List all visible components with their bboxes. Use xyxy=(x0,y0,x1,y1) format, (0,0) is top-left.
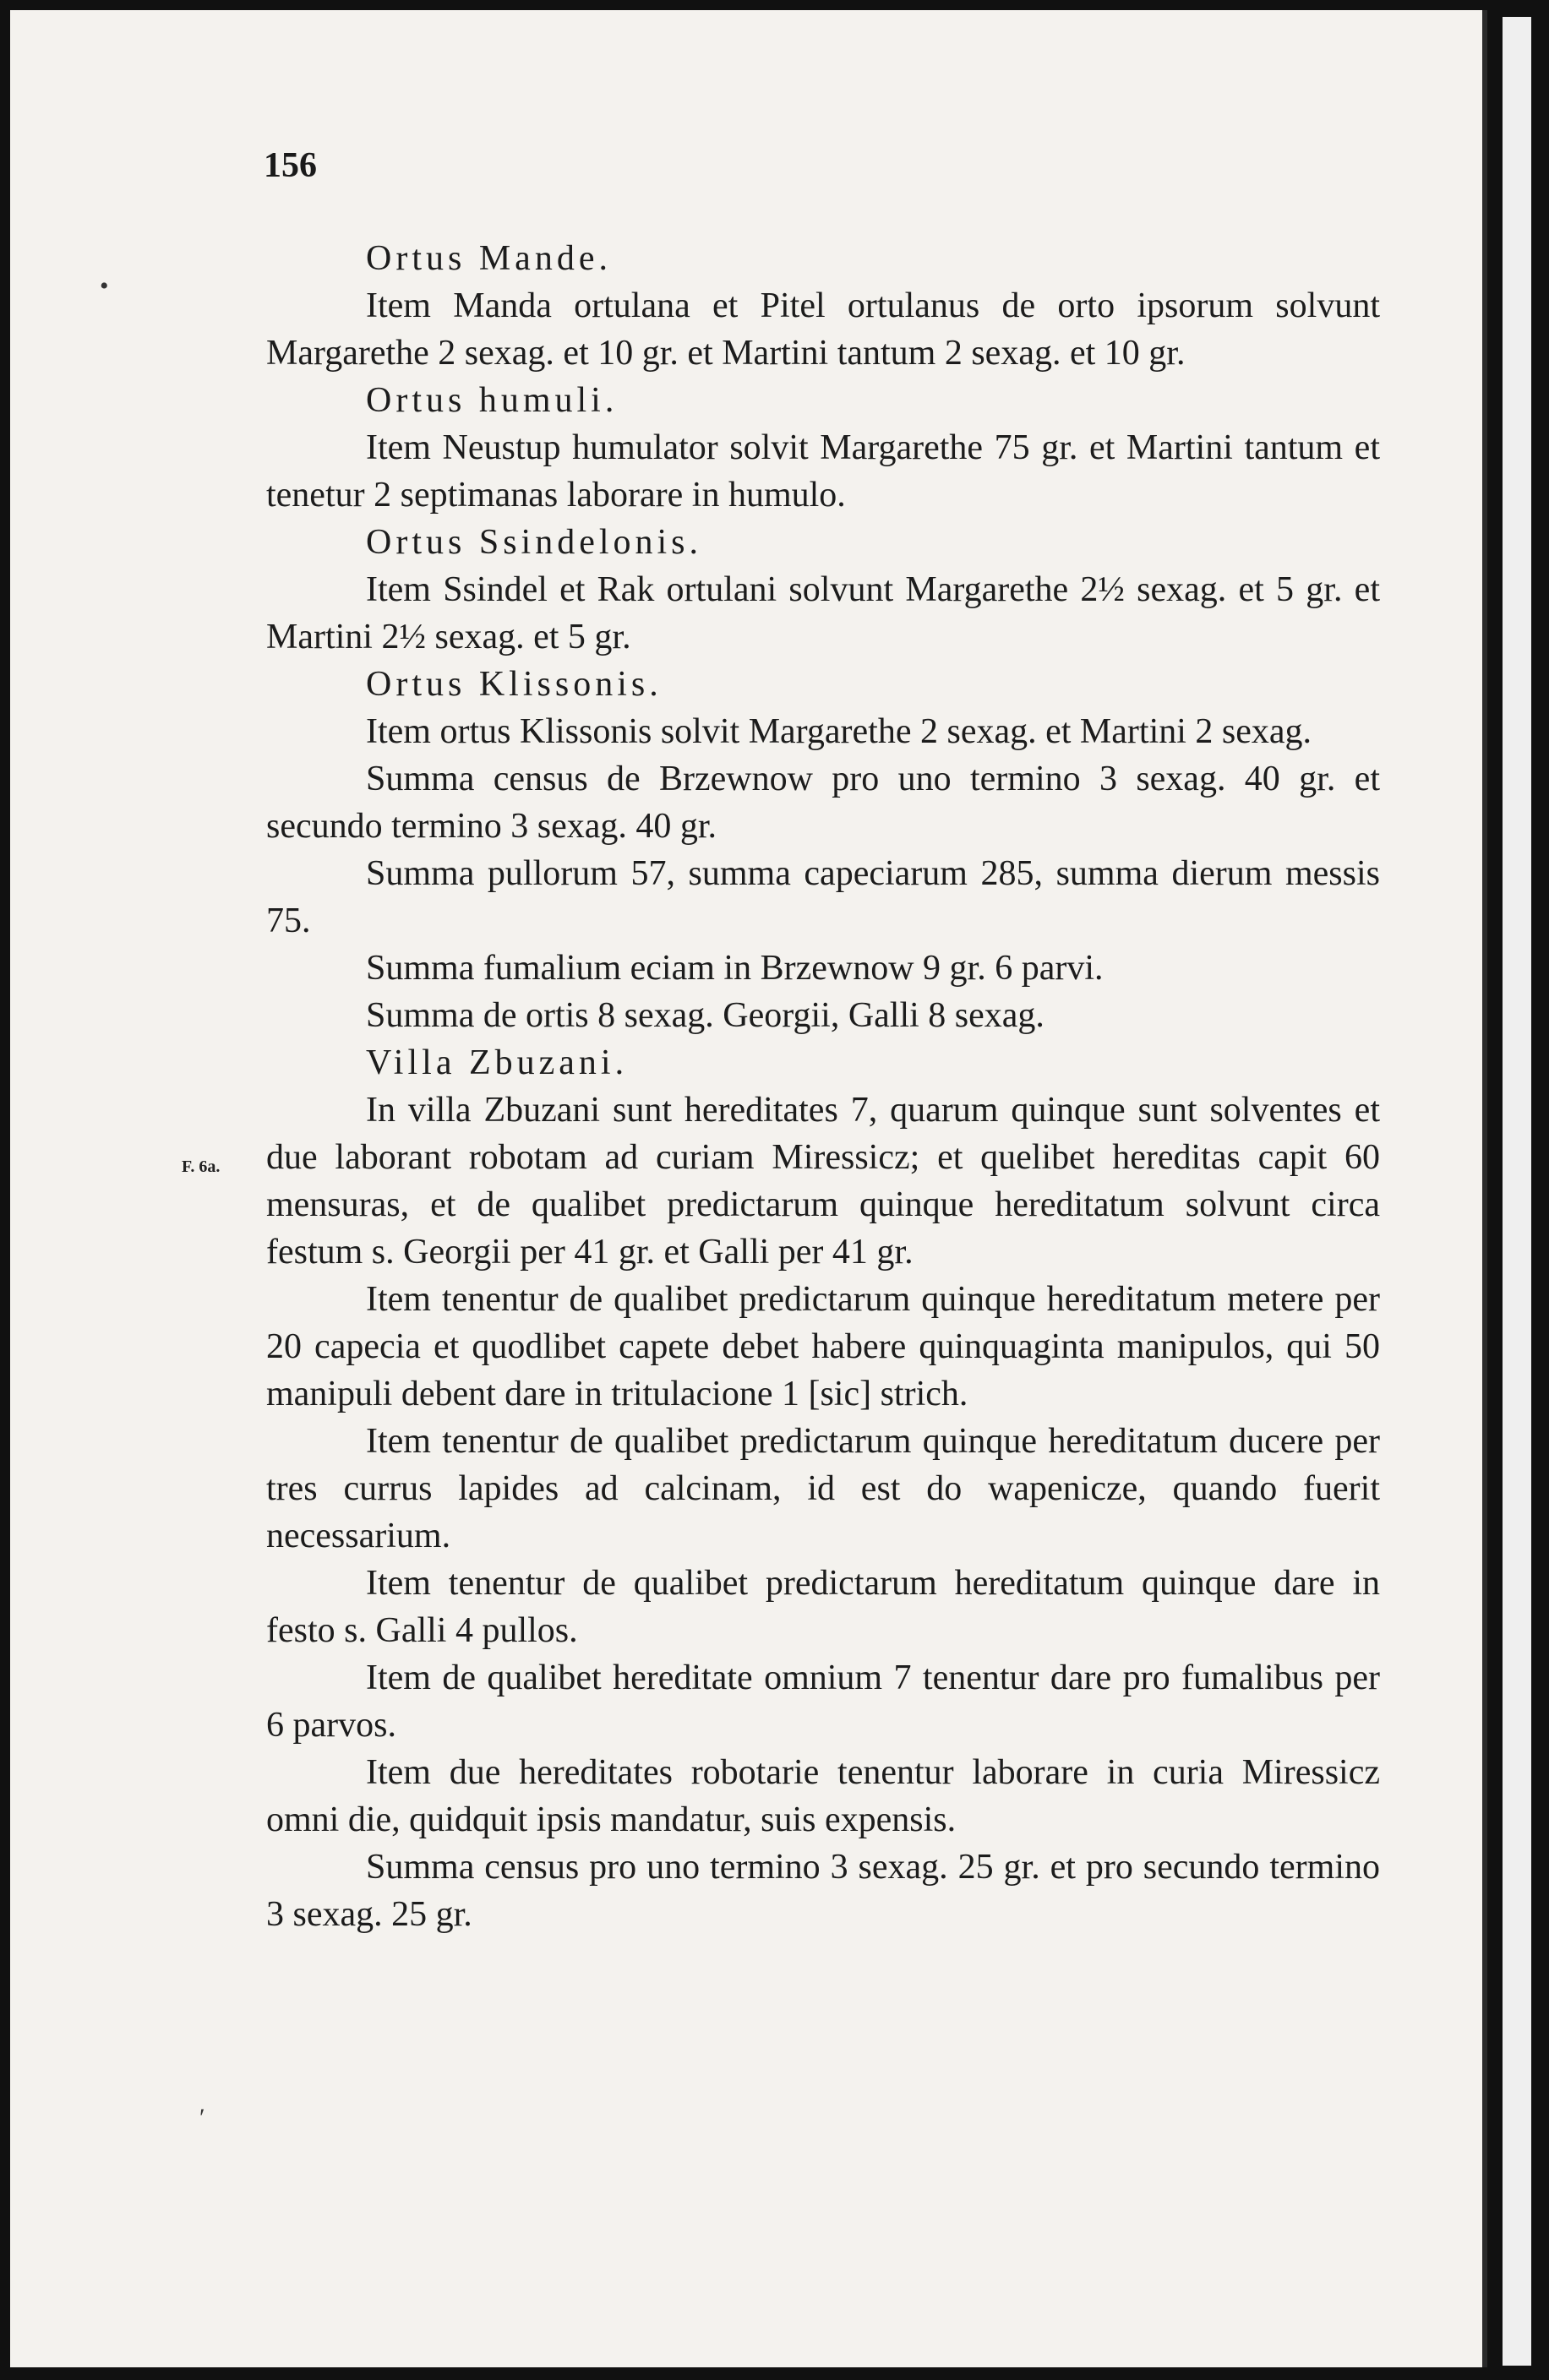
paragraph: Summa pullorum 57, summa capeciarum 285, summa dierum messis 75. xyxy=(266,854,1380,940)
paragraph: Summa de ortis 8 sexag. Georgii, Galli 8 sexag. xyxy=(366,996,1044,1035)
paragraph: Item due hereditates robotarie tenentur laborare in curia Miressicz omni die, quidquit ipsis mandatur, suis expensis. xyxy=(266,1753,1380,1839)
section-heading: Villa Zbuzani. xyxy=(366,1043,629,1082)
section-heading: Ortus Mande. xyxy=(366,239,612,278)
paragraph: Item Ssindel et Rak ortulani solvunt Margarethe 2½ sexag. et 5 gr. et Martini 2½ sexag. et 5 gr. xyxy=(266,570,1380,656)
paragraph: Summa census pro uno termino 3 sexag. 25 gr. et pro secundo termino 3 sexag. 25 gr. xyxy=(266,1848,1380,1934)
section-heading: Ortus humuli. xyxy=(366,381,619,420)
paragraph: Item Manda ortulana et Pitel ortulanus de orto ipsorum solvunt Margarethe 2 sexag. et 10 gr. et Martini tantum 2 sexag. et 10 gr. xyxy=(266,286,1380,373)
paragraph: Item de qualibet hereditate omnium 7 tenentur dare pro fumalibus per 6 parvos. xyxy=(266,1658,1380,1745)
margin-tick-mark: ′ xyxy=(199,2104,205,2132)
adjacent-page-edge xyxy=(1503,17,1531,2366)
paragraph: Item tenentur de qualibet predictarum quinque hereditatum metere per 20 capecia et quodlibet capete debet habere quinquaginta manipulos, qui 50 manipuli debent dare in tritulacione 1 [sic] strich. xyxy=(266,1280,1380,1413)
section-heading: Ortus Klissonis. xyxy=(366,665,663,704)
paragraph: In villa Zbuzani sunt hereditates 7, quarum quinque sunt solventes et due laborant robotam ad curiam Miressicz; et quelibet hereditas capit 60 mensuras, et de qualibet predictarum quinque hereditatum solvunt circa festum s. Georgii per 41 gr. et Galli per 41 gr. xyxy=(266,1091,1380,1272)
section-heading: Ortus Ssindelonis. xyxy=(366,523,703,562)
paragraph: Item tenentur de qualibet predictarum quinque hereditatum ducere per tres currus lapides ad calcinam, id est do wapenicze, quando fuerit necessarium. xyxy=(266,1422,1380,1555)
paragraph: Item Neustup humulator solvit Margarethe 75 gr. et Martini tantum et tenetur 2 septimanas laborare in humulo. xyxy=(266,428,1380,515)
paragraph: Item tenentur de qualibet predictarum hereditatum quinque dare in festo s. Galli 4 pullos. xyxy=(266,1564,1380,1650)
document-body xyxy=(266,235,1380,1938)
margin-folio-note: F. 6a. xyxy=(182,1157,221,1176)
paragraph: Summa fumalium eciam in Brzewnow 9 gr. 6 parvi. xyxy=(366,949,1104,988)
paragraph: Summa census de Brzewnow pro uno termino 3 sexag. 40 gr. et secundo termino 3 sexag. 40 gr. xyxy=(266,760,1380,846)
margin-dot-mark: • xyxy=(100,272,109,300)
paragraph: Item ortus Klissonis solvit Margarethe 2 sexag. et Martini 2 sexag. xyxy=(366,712,1312,751)
page-number: 156 xyxy=(264,146,317,185)
